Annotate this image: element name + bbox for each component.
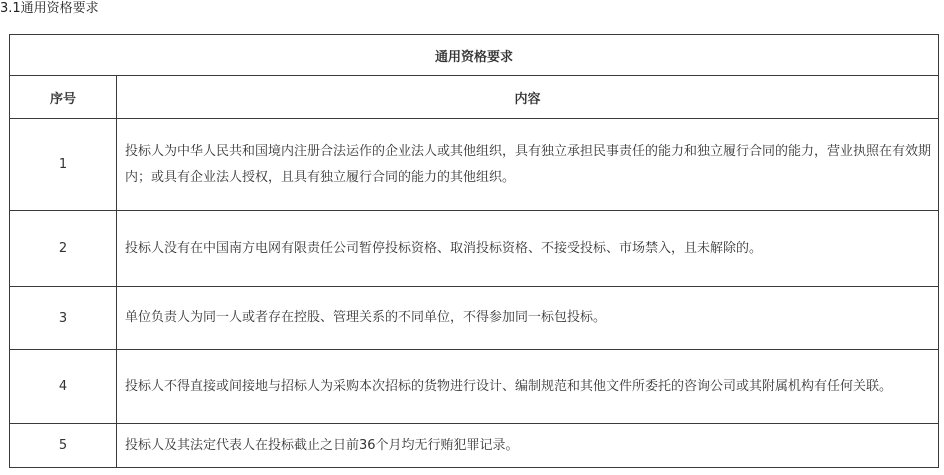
row-index: 3 [10, 287, 117, 350]
table-row [10, 424, 939, 468]
table-header-row [10, 76, 939, 119]
row-content: 投标人没有在中国南方电网有限责任公司暂停投标资格、取消投标资格、不接受投标、市场禁入，且未解除的。 [117, 211, 939, 287]
section-heading: 3.1通用资格要求 [0, 1, 99, 16]
table-title: 通用资格要求 [10, 35, 939, 76]
row-index: 2 [10, 211, 117, 287]
table-row [10, 119, 939, 211]
row-content: 单位负责人为同一人或者存在控股、管理关系的不同单位，不得参加同一标包投标。 [117, 287, 939, 350]
column-header-index: 序号 [10, 76, 117, 119]
table-title-row [10, 35, 939, 76]
row-index: 5 [10, 424, 117, 468]
table-row [10, 287, 939, 350]
row-index: 4 [10, 350, 117, 424]
table-row [10, 211, 939, 287]
row-index: 1 [10, 119, 117, 211]
column-header-content: 内容 [117, 76, 939, 119]
row-content: 投标人不得直接或间接地与招标人为采购本次招标的货物进行设计、编制规范和其他文件所委托的咨询公司或其附属机构有任何关联。 [117, 350, 939, 424]
qualification-table [9, 34, 939, 468]
row-content: 投标人及其法定代表人在投标截止之日前36个月均无行贿犯罪记录。 [117, 424, 939, 468]
table-row [10, 350, 939, 424]
row-content: 投标人为中华人民共和国境内注册合法运作的企业法人或其他组织，具有独立承担民事责任的能力和独立履行合同的能力，营业执照在有效期内；或具有企业法人授权，且具有独立履行合同的能力的其他组织。 [117, 119, 939, 211]
